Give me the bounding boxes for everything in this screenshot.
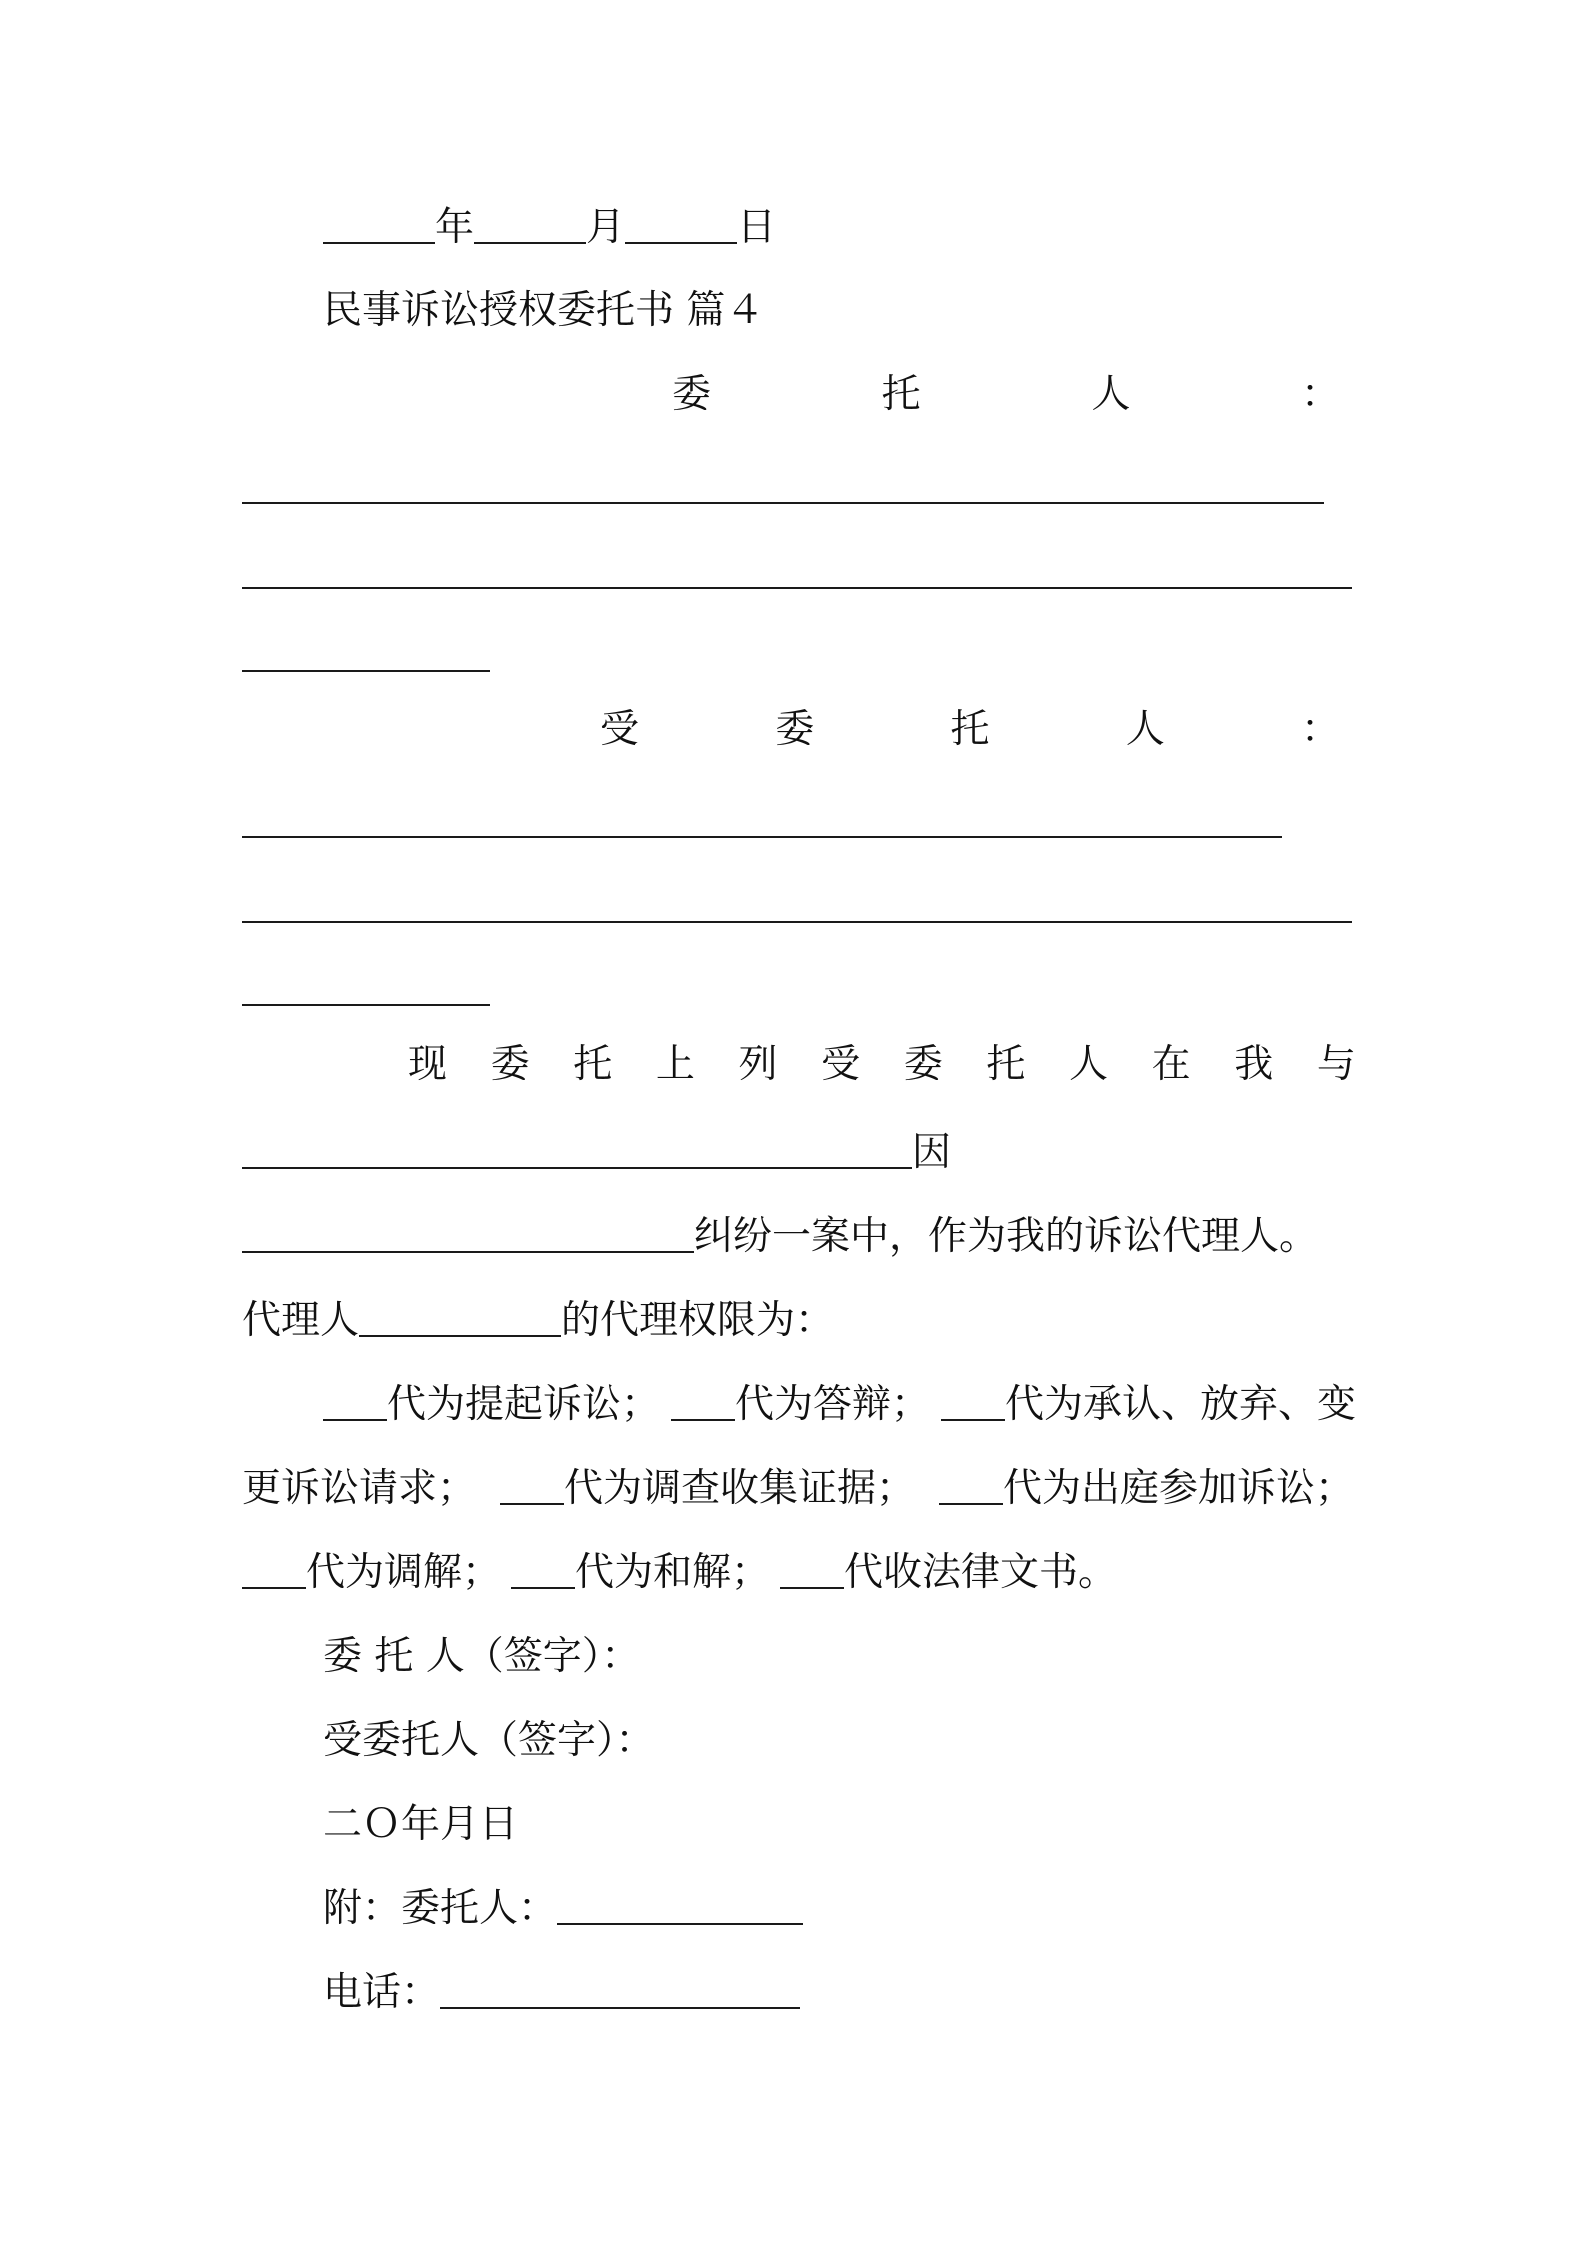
principal-char: 托 [881,372,921,417]
agent-signature-line: 受委托人（签字）： [323,1718,655,1763]
authority-prefix: 代理人 [242,1298,360,1343]
principal-char: 委 [672,372,712,417]
paragraph-line-1 [408,1040,1356,1090]
authority-suffix: 的代理权限为： [561,1298,835,1343]
paragraph-line-3 [242,1212,1354,1262]
principal-colon: ： [1300,372,1340,417]
attach-phone-blank[interactable] [440,1969,800,2009]
agent-char: 人 [1125,707,1165,752]
principal-fill-line-2[interactable] [242,587,1352,589]
para-char: 托 [986,1042,1026,1087]
power-item [500,1464,915,1514]
power-check-blank[interactable] [242,1549,306,1589]
powers-line-1 [323,1380,1356,1430]
para-char: 我 [1234,1042,1274,1087]
agent-name-blank[interactable] [359,1297,561,1337]
power-text: 代为调查收集证据； [563,1466,915,1511]
agent-char: 委 [775,707,815,752]
signature-date: 二Ｏ年月日 [323,1802,519,1847]
power-text: 代为调解； [306,1550,502,1595]
power-check-blank[interactable] [323,1381,387,1421]
power-text: 代为承认、放弃、变 [1004,1382,1356,1427]
para-char: 与 [1316,1042,1356,1087]
power-text: 代为和解； [575,1550,771,1595]
power-check-blank[interactable] [780,1549,844,1589]
power-item [941,1380,1356,1430]
agent-char: 受 [600,707,640,752]
principal-label [672,370,1340,420]
year-blank[interactable] [323,204,435,244]
para-char: 委 [490,1042,530,1087]
agent-fill-line-1[interactable] [242,836,1282,838]
dispute-blank[interactable] [242,1213,694,1253]
attach-principal-line [323,1884,1354,1934]
day-label: 日 [737,205,777,250]
para-char: 现 [408,1042,448,1087]
para-char: 上 [655,1042,695,1087]
agent-char: 托 [950,707,990,752]
principal-fill-line-1[interactable] [242,502,1324,504]
paragraph-line-4 [242,1296,1354,1346]
agent-label [600,705,1340,755]
attach-principal-label: 附：委托人： [323,1886,558,1931]
power-text: 代收法律文书。 [844,1550,1118,1595]
power-check-blank[interactable] [941,1381,1005,1421]
opponent-blank[interactable] [242,1129,912,1169]
power-check-blank[interactable] [939,1465,1003,1505]
attach-phone-line [323,1968,1354,2018]
para-char: 托 [573,1042,613,1087]
power-item [323,1380,660,1430]
power-check-blank[interactable] [500,1465,564,1505]
principal-fill-line-3[interactable] [242,670,490,672]
power-check-blank[interactable] [671,1381,735,1421]
dispute-text: 纠纷一案中，作为我的诉讼代理人。 [694,1214,1319,1259]
para-char: 人 [1069,1042,1109,1087]
agent-fill-line-2[interactable] [242,921,1352,923]
month-blank[interactable] [474,204,586,244]
power-item [939,1464,1354,1514]
power-check-blank[interactable] [511,1549,575,1589]
powers-line-2 [242,1464,1354,1514]
power-text: 代为提起诉讼； [387,1382,661,1427]
para-char: 在 [1151,1042,1191,1087]
principal-signature-line: 委 托 人（签字）： [323,1634,641,1679]
attach-phone-label: 电话： [323,1970,441,2015]
attach-principal-blank[interactable] [557,1885,803,1925]
para-char: 列 [738,1042,778,1087]
year-label: 年 [435,205,475,250]
paragraph-line-2 [242,1128,1354,1178]
month-label: 月 [586,205,626,250]
power-item [671,1380,930,1430]
para-char: 受 [821,1042,861,1087]
principal-char: 人 [1091,372,1131,417]
para-char: 委 [903,1042,943,1087]
day-blank[interactable] [625,204,737,244]
powers-line-3 [242,1548,1354,1598]
power-text: 更诉讼请求； [242,1466,477,1511]
power-text: 代为出庭参加诉讼； [1002,1466,1354,1511]
date-line [323,203,1354,253]
agent-fill-line-3[interactable] [242,1004,490,1006]
power-text: 代为答辩； [734,1382,930,1427]
because-text: 因 [912,1130,952,1175]
document-heading: 民事诉讼授权委托书 篇４ [323,288,765,333]
agent-colon: ： [1300,707,1340,752]
